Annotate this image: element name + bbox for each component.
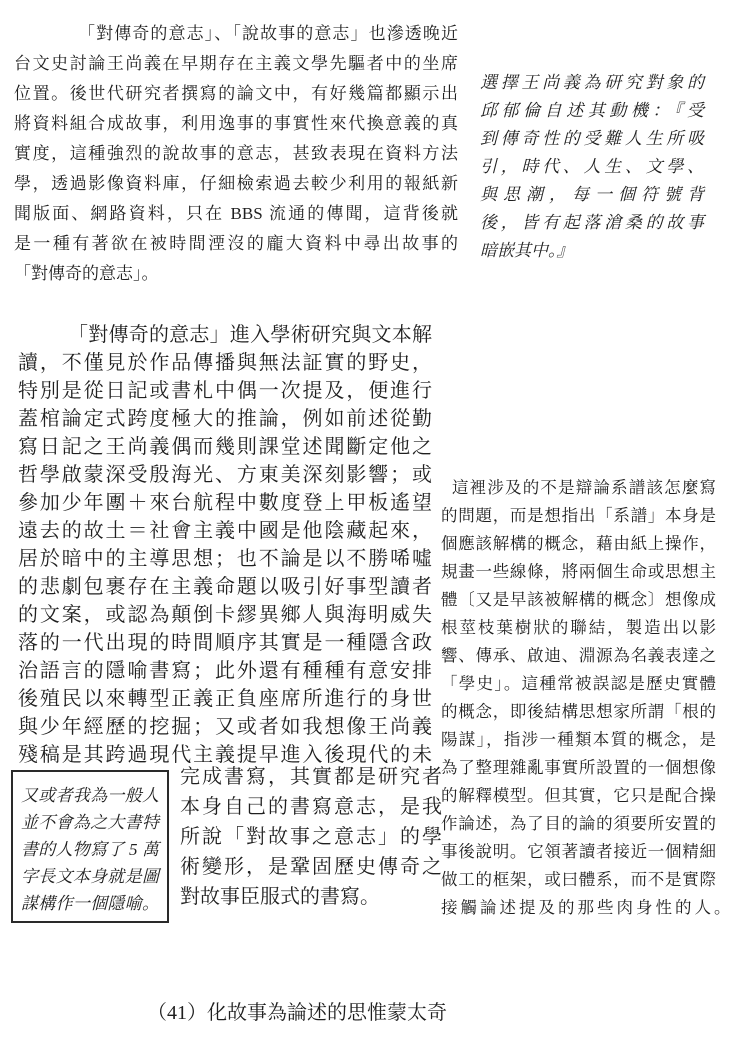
text-line: 蓋棺論定式跨度極大的推論，例如前述從勤 [18,408,432,430]
text-line: 為了整理雜亂事實所設置的一個想像 [441,758,716,777]
text-line: 殘稿是其跨過現代主義提早進入後現代的未 [18,744,432,766]
text-line: 作論述，為了目的論的須要所安置的 [441,814,716,833]
text-line: 學，透過影像資料庫，仔細檢索過去較少利用的報紙新 [14,174,458,193]
text-line: 的悲劇包裹存在主義命題以吸引好事型讀者 [18,576,432,598]
text-line: 將資料組合成故事，利用逸事的事實性來代換意義的真 [14,114,458,133]
text-line: 位置。後世代研究者撰寫的論文中，有好幾篇都顯示出 [14,84,458,103]
text-line: 特別是從日記或書札中偶一次提及，便進行 [18,380,432,402]
text-line: 這裡涉及的不是辯論系譜該怎麼寫 [452,478,716,497]
text-line: 到傳奇性的受難人生所吸 [480,129,704,148]
text-line: 與少年經歷的挖掘；又或者如我想像王尚義 [18,716,432,738]
text-line: 的概念，即後結構思想家所謂「根的 [441,702,716,721]
text-line: 陽謀」，指涉一種類本質的概念，是 [441,730,716,749]
text-line: 響、傳承、啟迪、淵源為名義表達之 [441,646,716,665]
right-column-paragraph [441,474,734,922]
motivation-quote-block [480,69,704,265]
text-line: 選擇王尚義為研究對象的 [480,73,704,92]
text-line: 「對傳奇的意志」、「說故事的意志」也滲透晚近 [78,24,458,43]
text-line: 居於暗中的主導思想；也不論是以不勝唏噓 [18,548,432,570]
page-footer [147,1000,447,1026]
text-line: 對故事臣服式的書寫。 [180,886,380,908]
text-line: 的問題，而是想指出「系譜」本身是 [441,506,716,525]
text-line: 暗嵌其中。』 [480,241,574,260]
text-line: 哲學啟蒙深受殷海光、方東美深刻影響；或 [18,464,432,486]
text-line: 聞版面、網路資料，只在 BBS 流通的傳聞，這背後就 [14,204,458,223]
text-line: 所說「對故事之意志」的學 [180,826,442,848]
text-line: 做工的框架，或曰體系，而不是實際 [441,870,716,889]
text-line: 「對傳奇的意志」。 [14,264,159,283]
text-line: 完成書寫，其實都是研究者 [180,766,442,788]
text-line: 接觸論述提及的那些肉身性的人。 [441,898,734,917]
text-line: 根莖枝葉樹狀的聯結，製造出以影 [441,618,716,637]
text-line: 邱郁倫自述其動機：『受 [480,101,704,120]
text-line: 「學史」。這種常被誤認是歷史實體 [441,674,716,693]
text-line: 謀構作一個隱喻。 [21,894,159,913]
text-line: 讀，不僅見於作品傳播與無法証實的野史， [18,352,432,374]
text-line: 後，皆有起落滄桑的故事 [480,213,704,232]
text-line: 書的人物寫了 5 萬 [21,840,159,859]
text-line: 與思潮，每一個符號背 [480,185,704,204]
text-line: 落的一代出現的時間順序其實是一種隱含政 [18,632,432,654]
text-line: 個應該解構的概念，藉由紙上操作， [441,534,716,553]
second-paragraph-continued [180,762,442,912]
text-line: 參加少年團＋來台航程中數度登上甲板遙望 [18,492,432,514]
second-paragraph [18,321,432,769]
text-line: 治語言的隱喻書寫；此外還有種種有意安排 [18,660,432,682]
text-line: 的解釋模型。但其實，它只是配合操 [441,786,716,805]
text-line: 規畫一些線條，將兩個生命或思想主 [441,562,716,581]
page-number-title: （41）化故事為論述的思惟蒙太奇 [147,1002,447,1024]
text-line: 是一種有著欲在被時間湮沒的龐大資料中尋出故事的 [14,234,458,253]
text-line: 遠去的故土＝社會主義中國是他陰藏起來， [18,520,432,542]
text-line: 的文案，或認為顛倒卡繆異鄉人與海明威失 [18,604,432,626]
text-line: 寫日記之王尚義偶而幾則課堂述聞斷定他之 [18,436,432,458]
text-line: 實度，這種強烈的說故事的意志，甚致表現在資料方法 [14,144,458,163]
text-line: 字長文本身就是圖 [21,867,159,886]
text-line: 術變形，是鞏固歷史傳奇之 [180,856,442,878]
text-line: 後殖民以來轉型正義正負座席所進行的身世 [18,688,432,710]
text-line: 體〔又是早該被解構的概念〕想像成 [441,590,716,609]
opening-paragraph [14,19,458,289]
text-line: 台文史討論王尚義在早期存在主義文學先驅者中的坐席 [14,54,458,73]
text-line: 事後說明。它領著讀者接近一個精細 [441,842,716,861]
text-line: 本身自己的書寫意志，是我 [180,796,442,818]
text-line: 並不會為之大書特 [21,813,159,832]
text-line: 「對傳奇的意志」進入學術研究與文本解 [68,324,432,346]
callout-box [11,770,169,923]
text-line: 又或者我為一般人 [21,786,159,805]
text-line: 引，時代、人生、文學、 [480,157,704,176]
